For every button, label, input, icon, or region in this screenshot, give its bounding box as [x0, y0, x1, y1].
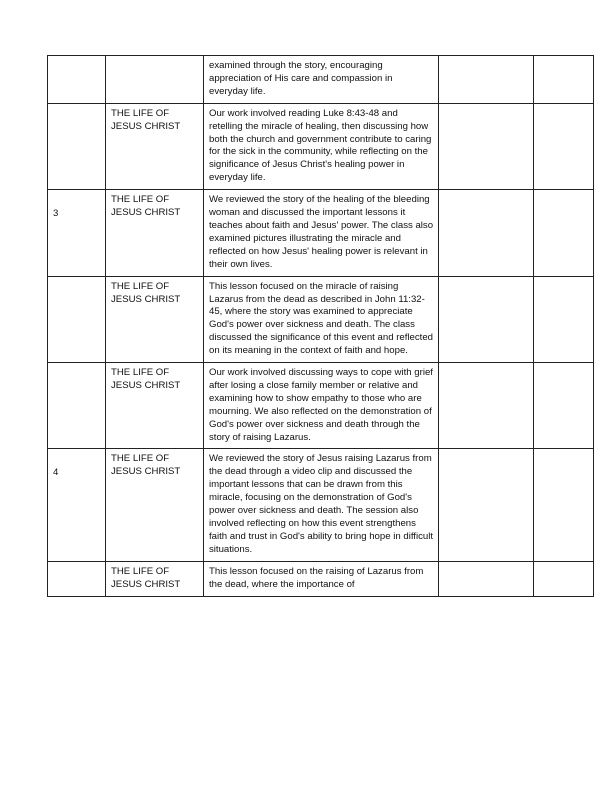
blank-cell — [439, 56, 534, 104]
blank-cell — [534, 449, 594, 561]
blank-cell — [439, 276, 534, 362]
activity-cell: Our work involved discussing ways to cope with grief after losing a close family member or relative and examining how to show empathy to those who are mourning. We also reflected on the demonstration of God's power over sickness and death through the story of raising Lazarus. — [204, 363, 439, 449]
week-cell — [48, 561, 106, 596]
blank-cell — [534, 276, 594, 362]
table-row — [48, 363, 594, 449]
blank-cell — [439, 103, 534, 189]
week-cell — [48, 103, 106, 189]
blank-cell — [439, 363, 534, 449]
activity-cell: examined through the story, encouraging appreciation of His care and compassion in everyday life. — [204, 56, 439, 104]
blank-cell — [534, 56, 594, 104]
table-row — [48, 56, 594, 104]
activity-cell: We reviewed the story of Jesus raising Lazarus from the dead through a video clip and discussed the important lessons that can be drawn from this miracle, focusing on the demonstration of God's power over sickness and death. The session also involved reflecting on how this event strengthens faith and trust in God's ability to bring hope in difficult situations. — [204, 449, 439, 561]
week-cell — [48, 363, 106, 449]
table-row — [48, 190, 594, 276]
topic-cell: THE LIFE OF JESUS CHRIST — [106, 276, 204, 362]
table-row — [48, 449, 594, 561]
blank-cell — [534, 103, 594, 189]
table-row — [48, 276, 594, 362]
blank-cell — [534, 363, 594, 449]
week-cell — [48, 56, 106, 104]
blank-cell — [439, 190, 534, 276]
table-row — [48, 103, 594, 189]
activity-cell: Our work involved reading Luke 8:43-48 and retelling the miracle of healing, then discussing how both the church and government contribute to caring for the sick in the community, while reflecting on the significance of Jesus Christ's healing power in everyday life. — [204, 103, 439, 189]
lesson-table — [47, 55, 594, 597]
topic-cell — [106, 56, 204, 104]
blank-cell — [534, 190, 594, 276]
blank-cell — [439, 561, 534, 596]
week-cell — [48, 276, 106, 362]
blank-cell — [439, 449, 534, 561]
activity-cell: This lesson focused on the raising of Lazarus from the dead, where the importance of — [204, 561, 439, 596]
activity-cell: We reviewed the story of the healing of the bleeding woman and discussed the important lessons it teaches about faith and Jesus' power. The class also examined pictures illustrating the miracle and reflected on how Jesus' healing power is relevant in their own lives. — [204, 190, 439, 276]
topic-cell: THE LIFE OF JESUS CHRIST — [106, 103, 204, 189]
topic-cell: THE LIFE OF JESUS CHRIST — [106, 190, 204, 276]
table-row — [48, 561, 594, 596]
topic-cell: THE LIFE OF JESUS CHRIST — [106, 363, 204, 449]
activity-cell: This lesson focused on the miracle of raising Lazarus from the dead as described in John 11:32-45, where the story was examined to appreciate God's power over sickness and death. The class discussed the significance of this event and reflected on its meaning in the context of faith and hope. — [204, 276, 439, 362]
week-cell: 3 — [48, 190, 106, 276]
blank-cell — [534, 561, 594, 596]
topic-cell: THE LIFE OF JESUS CHRIST — [106, 561, 204, 596]
week-cell: 4 — [48, 449, 106, 561]
topic-cell: THE LIFE OF JESUS CHRIST — [106, 449, 204, 561]
